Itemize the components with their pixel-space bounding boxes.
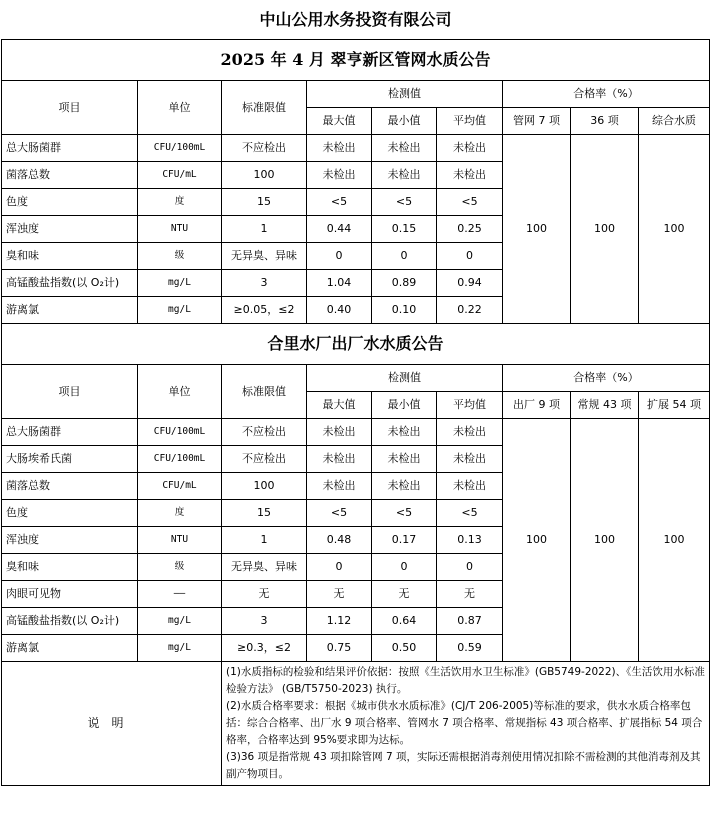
value-avg: 0.22 xyxy=(437,297,503,324)
item-unit: 度 xyxy=(138,500,222,527)
value-max: 0.48 xyxy=(307,527,372,554)
pass-rate-3: 100 xyxy=(639,419,710,662)
value-max: 1.12 xyxy=(307,608,372,635)
header-unit: 单位 xyxy=(138,365,222,419)
value-avg: 0.13 xyxy=(437,527,503,554)
value-min: 0.64 xyxy=(372,608,437,635)
item-name: 色度 xyxy=(2,500,138,527)
item-limit: 不应检出 xyxy=(222,135,307,162)
value-max: 0 xyxy=(307,243,372,270)
value-avg: 无 xyxy=(437,581,503,608)
header-pass: 合格率（%） xyxy=(503,365,710,392)
value-min: 未检出 xyxy=(372,162,437,189)
item-name: 肉眼可见物 xyxy=(2,581,138,608)
value-max: 无 xyxy=(307,581,372,608)
value-avg: 未检出 xyxy=(437,135,503,162)
item-unit: CFU/mL xyxy=(138,473,222,500)
item-unit: mg/L xyxy=(138,608,222,635)
value-max: 0.40 xyxy=(307,297,372,324)
item-unit: 度 xyxy=(138,189,222,216)
item-limit: ≥0.3，≤2 xyxy=(222,635,307,662)
header-min: 最小值 xyxy=(372,392,437,419)
value-min: 0.10 xyxy=(372,297,437,324)
value-min: <5 xyxy=(372,189,437,216)
value-min: 无 xyxy=(372,581,437,608)
value-avg: 未检出 xyxy=(437,162,503,189)
item-unit: mg/L xyxy=(138,270,222,297)
item-name: 菌落总数 xyxy=(2,473,138,500)
value-max: 未检出 xyxy=(307,419,372,446)
report1-title: 2025 年 4 月 翠亨新区管网水质公告 xyxy=(2,40,710,81)
report2-title: 合里水厂出厂水水质公告 xyxy=(2,324,710,365)
table-row xyxy=(2,419,710,446)
value-avg: 0.87 xyxy=(437,608,503,635)
value-avg: 0 xyxy=(437,243,503,270)
header-limit: 标准限值 xyxy=(222,365,307,419)
value-min: 0 xyxy=(372,243,437,270)
value-avg: 未检出 xyxy=(437,473,503,500)
item-limit: 不应检出 xyxy=(222,419,307,446)
item-name: 菌落总数 xyxy=(2,162,138,189)
item-unit: —— xyxy=(138,581,222,608)
notes-label: 说明 xyxy=(2,662,222,786)
item-name: 高锰酸盐指数(以 O₂计) xyxy=(2,270,138,297)
item-limit: 3 xyxy=(222,608,307,635)
item-unit: CFU/100mL xyxy=(138,446,222,473)
pass-rate-1: 100 xyxy=(503,135,571,324)
value-avg: 0.59 xyxy=(437,635,503,662)
header-avg: 平均值 xyxy=(437,108,503,135)
item-limit: 1 xyxy=(222,527,307,554)
header-pass-1: 管网 7 项 xyxy=(503,108,571,135)
notes-content xyxy=(222,662,710,786)
value-min: 0.89 xyxy=(372,270,437,297)
value-min: 0.50 xyxy=(372,635,437,662)
value-max: 未检出 xyxy=(307,162,372,189)
item-limit: ≥0.05，≤2 xyxy=(222,297,307,324)
item-unit: CFU/100mL xyxy=(138,419,222,446)
item-name: 浑浊度 xyxy=(2,527,138,554)
value-max: 0.44 xyxy=(307,216,372,243)
item-name: 总大肠菌群 xyxy=(2,135,138,162)
item-limit: 不应检出 xyxy=(222,446,307,473)
header-pass-1: 出厂 9 项 xyxy=(503,392,571,419)
note-item: (2)水质合格率要求：根据《城市供水水质标准》(CJ/T 206-2005)等标准的要求，供水水质合格率包括：综合合格率、出厂水 9 项合格率、管网水 7 项合格率、常规指标 43 项合格率、扩展指标 54 项合格率，合格率达到 95%要求即为达标。 xyxy=(226,700,703,746)
item-limit: 100 xyxy=(222,162,307,189)
item-name: 总大肠菌群 xyxy=(2,419,138,446)
item-limit: 15 xyxy=(222,189,307,216)
value-max: 未检出 xyxy=(307,135,372,162)
item-unit: mg/L xyxy=(138,297,222,324)
value-max: 1.04 xyxy=(307,270,372,297)
value-max: 未检出 xyxy=(307,446,372,473)
header-item: 项目 xyxy=(2,365,138,419)
item-unit: 级 xyxy=(138,554,222,581)
header-pass-2: 36 项 xyxy=(571,108,639,135)
header-pass-2: 常规 43 项 xyxy=(571,392,639,419)
header-item: 项目 xyxy=(2,81,138,135)
value-min: 0 xyxy=(372,554,437,581)
item-name: 浑浊度 xyxy=(2,216,138,243)
item-unit: mg/L xyxy=(138,635,222,662)
value-max: 0.75 xyxy=(307,635,372,662)
header-pass-3: 扩展 54 项 xyxy=(639,392,710,419)
value-max: <5 xyxy=(307,500,372,527)
header-pass: 合格率（%） xyxy=(503,81,710,108)
value-avg: 0.94 xyxy=(437,270,503,297)
header-max: 最大值 xyxy=(307,108,372,135)
item-name: 色度 xyxy=(2,189,138,216)
item-name: 臭和味 xyxy=(2,243,138,270)
table-row xyxy=(2,135,710,162)
header-pass-3: 综合水质 xyxy=(639,108,710,135)
value-min: 未检出 xyxy=(372,419,437,446)
note-item: (1)水质指标的检验和结果评价依据：按照《生活饮用水卫生标准》(GB5749-2022)、《生活饮用水标准检验方法》 (GB/T5750-2023) 执行。 xyxy=(226,666,705,695)
item-limit: 无异臭、异味 xyxy=(222,243,307,270)
item-name: 游离氯 xyxy=(2,635,138,662)
item-name: 高锰酸盐指数(以 O₂计) xyxy=(2,608,138,635)
item-unit: NTU xyxy=(138,527,222,554)
header-unit: 单位 xyxy=(138,81,222,135)
pass-rate-3: 100 xyxy=(639,135,710,324)
note-item: (3)36 项是指常规 43 项扣除管网 7 项，实际还需根据消毒剂使用情况扣除不需检测的其他消毒剂及其副产物项目。 xyxy=(226,751,701,780)
item-unit: CFU/mL xyxy=(138,162,222,189)
value-min: <5 xyxy=(372,500,437,527)
item-unit: 级 xyxy=(138,243,222,270)
value-max: 未检出 xyxy=(307,473,372,500)
header-avg: 平均值 xyxy=(437,392,503,419)
item-unit: CFU/100mL xyxy=(138,135,222,162)
value-min: 未检出 xyxy=(372,135,437,162)
header-max: 最大值 xyxy=(307,392,372,419)
item-name: 大肠埃希氏菌 xyxy=(2,446,138,473)
value-avg: <5 xyxy=(437,500,503,527)
item-name: 游离氯 xyxy=(2,297,138,324)
item-limit: 15 xyxy=(222,500,307,527)
item-limit: 1 xyxy=(222,216,307,243)
header-limit: 标准限值 xyxy=(222,81,307,135)
water-quality-sheet xyxy=(1,0,709,786)
value-avg: 0 xyxy=(437,554,503,581)
item-limit: 无异臭、异味 xyxy=(222,554,307,581)
item-limit: 3 xyxy=(222,270,307,297)
pass-rate-1: 100 xyxy=(503,419,571,662)
value-avg: 未检出 xyxy=(437,446,503,473)
company-title: 中山公用水务投资有限公司 xyxy=(2,0,710,40)
value-max: 0 xyxy=(307,554,372,581)
item-limit: 100 xyxy=(222,473,307,500)
value-min: 未检出 xyxy=(372,473,437,500)
value-max: <5 xyxy=(307,189,372,216)
value-avg: 0.25 xyxy=(437,216,503,243)
value-avg: 未检出 xyxy=(437,419,503,446)
item-name: 臭和味 xyxy=(2,554,138,581)
item-limit: 无 xyxy=(222,581,307,608)
value-min: 0.17 xyxy=(372,527,437,554)
item-unit: NTU xyxy=(138,216,222,243)
value-avg: <5 xyxy=(437,189,503,216)
water-quality-table xyxy=(1,0,710,786)
header-detect: 检测值 xyxy=(307,81,503,108)
header-detect: 检测值 xyxy=(307,365,503,392)
value-min: 未检出 xyxy=(372,446,437,473)
pass-rate-2: 100 xyxy=(571,135,639,324)
value-min: 0.15 xyxy=(372,216,437,243)
pass-rate-2: 100 xyxy=(571,419,639,662)
header-min: 最小值 xyxy=(372,108,437,135)
